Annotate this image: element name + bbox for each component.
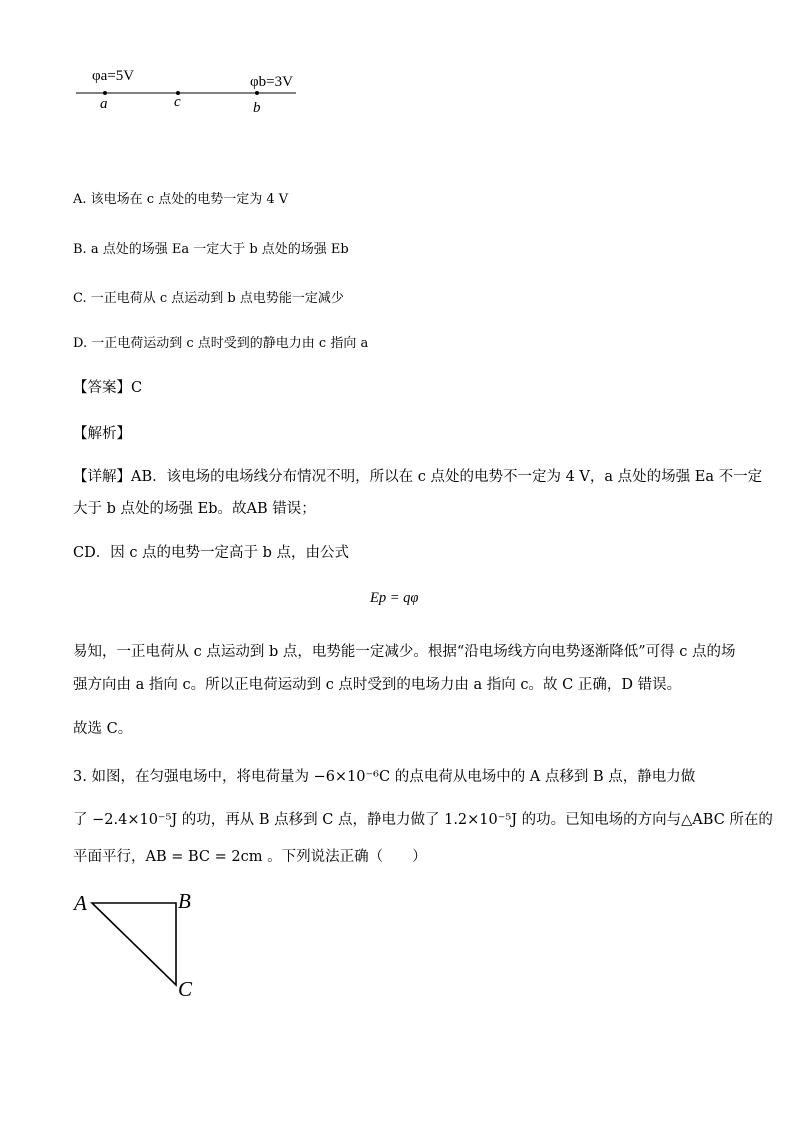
phi-a-label: φa=5V	[92, 68, 135, 84]
analysis-detail-line1: 【详解】AB．该电场的电场线分布情况不明，所以在 c 点处的电势不一定为 4 V，a 点处的场强 Ea 不一定	[73, 469, 763, 485]
vertex-a-label: A	[74, 891, 87, 915]
analysis-cd-line: CD．因 c 点的电势一定高于 b 点，由公式	[73, 545, 350, 561]
option-d: D. 一正电荷运动到 c 点时受到的静电力由 c 指向 a	[73, 336, 369, 351]
point-c-label: c	[174, 94, 181, 110]
analysis-explain-line2: 强方向由 a 指向 c。所以正电荷运动到 c 点时受到的电场力由 a 指向 c。故 C 正确，D 错误。	[73, 677, 682, 693]
phi-b-label: φb=3V	[250, 74, 293, 90]
triangle-abc-figure	[70, 884, 210, 1004]
option-c: C. 一正电荷从 c 点运动到 b 点电势能一定减少	[73, 291, 344, 306]
vertex-c-label: C	[178, 977, 193, 1001]
answer-row	[73, 376, 142, 397]
point-a-label: a	[100, 96, 108, 112]
question3-line3: 平面平行，AB = BC = 2cm 。下列说法正确（ ）	[73, 849, 427, 865]
triangle-abc	[92, 903, 176, 985]
answer-value: C	[131, 380, 143, 396]
analysis-conclusion: 故选 C。	[73, 721, 133, 737]
option-a: A. 该电场在 c 点处的电势一定为 4 V	[73, 192, 289, 207]
vertex-b-label: B	[178, 889, 191, 913]
potential-line-figure	[70, 62, 310, 120]
analysis-formula: Ep = qφ	[370, 590, 419, 606]
analysis-detail-line2: 大于 b 点处的场强 Eb。故AB 错误；	[73, 501, 316, 517]
option-b: B. a 点处的场强 Ea 一定大于 b 点处的场强 Eb	[73, 242, 349, 257]
point-b-label: b	[253, 100, 261, 116]
point-b-dot	[255, 91, 259, 95]
analysis-label: 【解析】	[73, 426, 131, 442]
point-a-dot	[103, 91, 107, 95]
question3-line1: 3. 如图，在匀强电场中，将电荷量为 −6×10⁻⁶C 的点电荷从电场中的 A 点移到 B 点，静电力做	[73, 769, 696, 785]
question3-line2: 了 −2.4×10⁻⁵J 的功，再从 B 点移到 C 点，静电力做了 1.2×10⁻⁵J 的功。已知电场的方向与△ABC 所在的	[73, 812, 773, 828]
analysis-explain-line1: 易知，一正电荷从 c 点运动到 b 点，电势能一定减少。根据“沿电场线方向电势逐渐降低”可得 c 点的场	[73, 644, 736, 660]
answer-label: 【答案】	[73, 380, 131, 396]
